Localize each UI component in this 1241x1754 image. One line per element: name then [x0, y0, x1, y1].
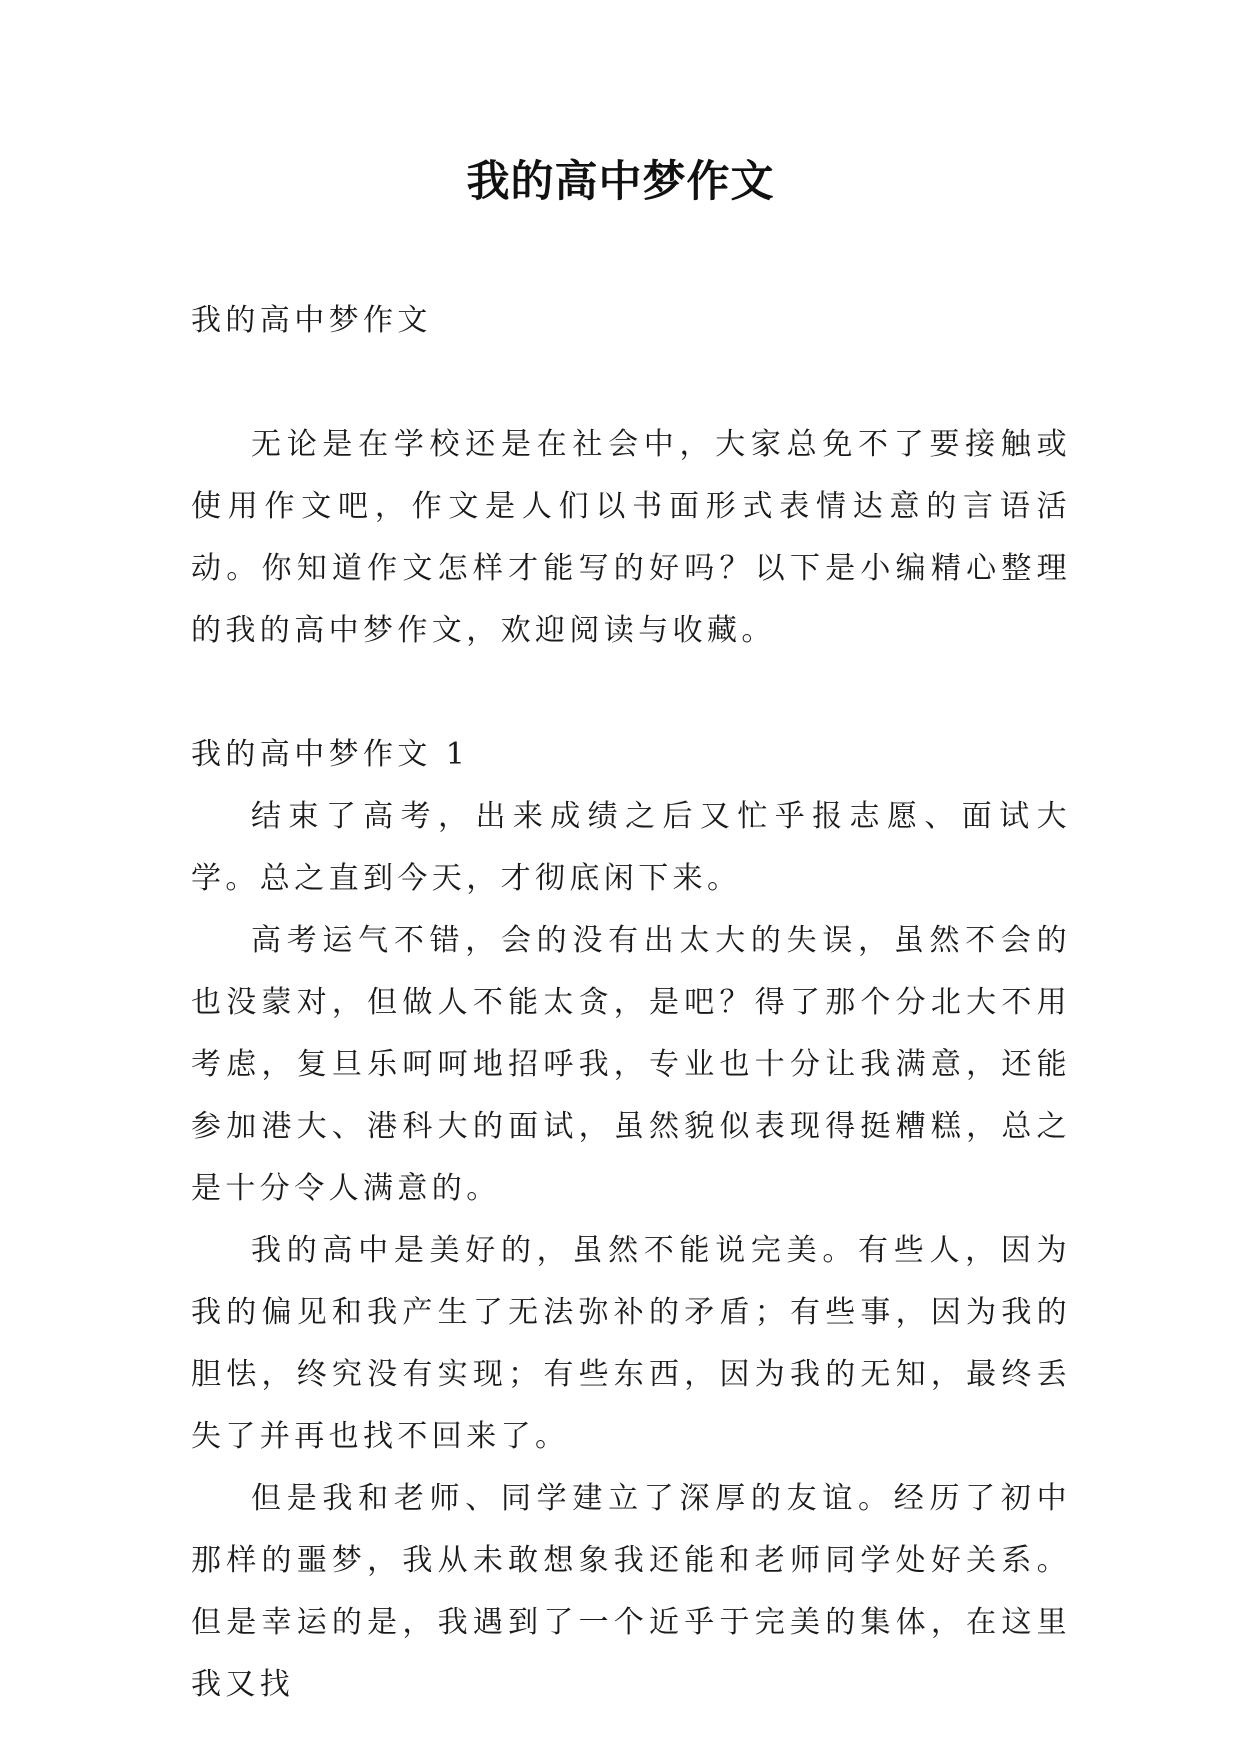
body-paragraph: 结束了高考，出来成绩之后又忙乎报志愿、面试大学。总之直到今天，才彻底闲下来。 — [191, 799, 1071, 896]
subtitle-line: 我的高中梦作文 — [191, 303, 432, 338]
body-paragraph: 但是我和老师、同学建立了深厚的友谊。经历了初中那样的噩梦，我从未敢想象我还能和老师同学处好关系。但是幸运的是，我遇到了一个近乎于完美的集体，在这里我又找 — [191, 1481, 1071, 1702]
intro-paragraph: 无论是在学校还是在社会中，大家总免不了要接触或使用作文吧，作文是人们以书面形式表情达意的言语活动。你知道作文怎样才能写的好吗？以下是小编精心整理的我的高中梦作文，欢迎阅读与收藏。 — [191, 427, 1071, 648]
body-paragraph: 我的高中是美好的，虽然不能说完美。有些人，因为我的偏见和我产生了无法弥补的矛盾；有些事，因为我的胆怯，终究没有实现；有些东西，因为我的无知，最终丢失了并再也找不回来了。 — [191, 1233, 1071, 1454]
body-paragraph: 高考运气不错，会的没有出太大的失误，虽然不会的也没蒙对，但做人不能太贪，是吧？得了那个分北大不用考虑，复旦乐呵呵地招呼我，专业也十分让我满意，还能参加港大、港科大的面试，虽然貌似表现得挺糟糕，总之是十分令人满意的。 — [191, 923, 1071, 1206]
document-body — [191, 290, 1071, 1716]
document-title: 我的高中梦作文 — [466, 157, 775, 207]
section-heading: 我的高中梦作文 1 — [191, 737, 470, 772]
